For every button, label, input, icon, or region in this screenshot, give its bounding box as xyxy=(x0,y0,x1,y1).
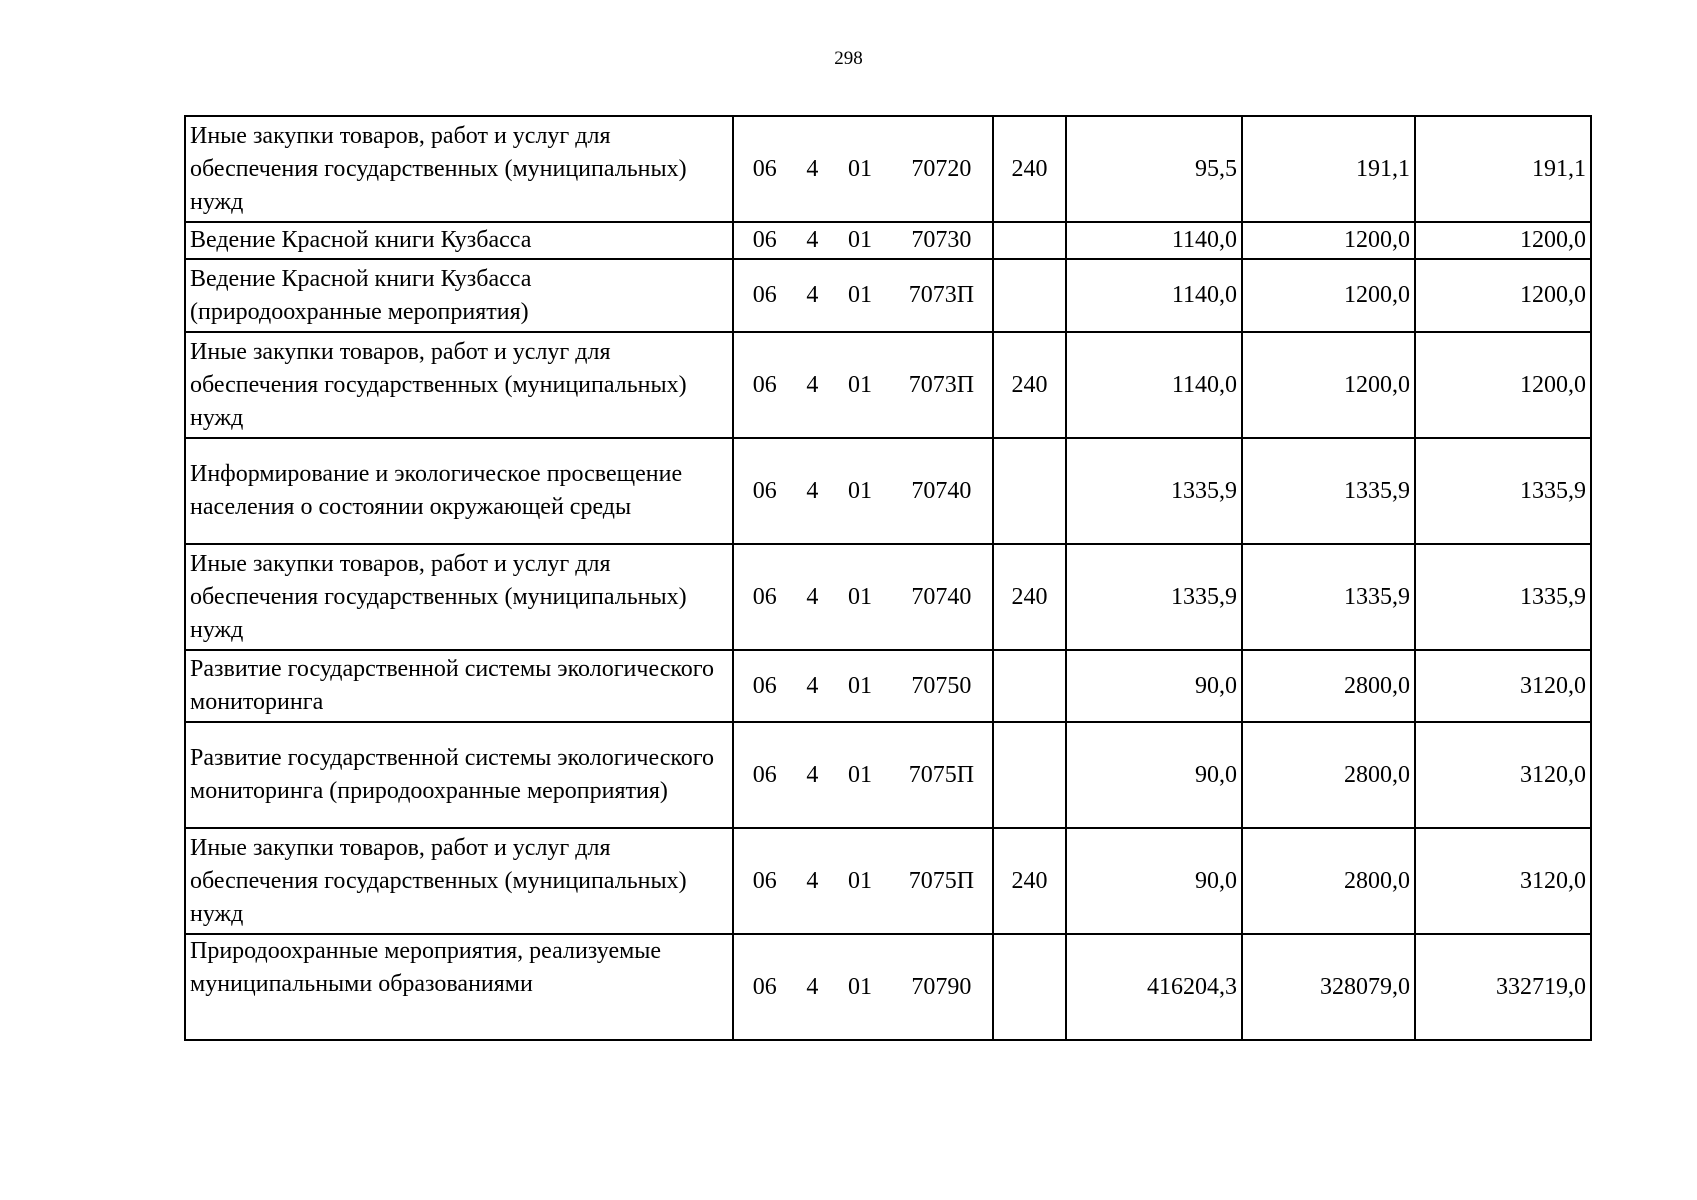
section-code: 06 xyxy=(752,672,777,699)
year2-value: 1200,0 xyxy=(1242,332,1415,438)
year2-value: 1335,9 xyxy=(1242,544,1415,650)
year1-value: 1335,9 xyxy=(1066,544,1242,650)
year2-value: 2800,0 xyxy=(1242,828,1415,934)
subprogram-code: 01 xyxy=(848,672,872,699)
year2-value: 1200,0 xyxy=(1242,222,1415,259)
subprogram-code: 01 xyxy=(848,477,872,504)
program-code: 4 xyxy=(806,282,819,308)
code-cell xyxy=(733,438,993,544)
section-code: 06 xyxy=(752,583,777,610)
row-name: Информирование и экологическое просвещение населения о состоянии окружающей среды xyxy=(185,438,733,544)
direction-code: 7075П xyxy=(908,761,975,788)
code-cell xyxy=(733,116,993,222)
year1-value: 1140,0 xyxy=(1066,332,1242,438)
year3-value: 1335,9 xyxy=(1415,544,1591,650)
code-cell xyxy=(733,332,993,438)
row-name: Иные закупки товаров, работ и услуг для обеспечения государственных (муниципальных) нужд xyxy=(185,828,733,934)
section-code: 06 xyxy=(752,155,777,182)
subprogram-code: 01 xyxy=(848,761,872,788)
direction-code: 70790 xyxy=(911,973,972,1000)
direction-code: 7075П xyxy=(908,867,975,894)
section-code: 06 xyxy=(752,477,777,504)
subprogram-code: 01 xyxy=(848,867,872,894)
expense-type: 240 xyxy=(993,828,1066,934)
year3-value: 1200,0 xyxy=(1415,259,1591,332)
year1-value: 90,0 xyxy=(1066,722,1242,828)
year1-value: 1140,0 xyxy=(1066,259,1242,332)
expense-type xyxy=(993,222,1066,259)
year2-value: 191,1 xyxy=(1242,116,1415,222)
row-name: Развитие государственной системы экологического мониторинга (природоохранные мероприятия) xyxy=(185,722,733,828)
direction-code: 70740 xyxy=(911,477,972,504)
row-name: Иные закупки товаров, работ и услуг для обеспечения государственных (муниципальных) нужд xyxy=(185,332,733,438)
year1-value: 1140,0 xyxy=(1066,222,1242,259)
table-row xyxy=(185,650,1591,722)
subprogram-code: 01 xyxy=(848,282,872,308)
direction-code: 7073П xyxy=(908,282,975,308)
year1-value: 1335,9 xyxy=(1066,438,1242,544)
page-number: 298 xyxy=(834,48,863,69)
expense-type xyxy=(993,722,1066,828)
row-name: Иные закупки товаров, работ и услуг для обеспечения государственных (муниципальных) нужд xyxy=(185,544,733,650)
row-name: Природоохранные мероприятия, реализуемые муниципальными образованиями xyxy=(185,934,733,1040)
year3-value: 3120,0 xyxy=(1415,722,1591,828)
direction-code: 70750 xyxy=(911,672,972,699)
year3-value: 332719,0 xyxy=(1415,934,1591,1040)
direction-code: 70720 xyxy=(911,155,972,182)
direction-code: 7073П xyxy=(908,371,975,398)
program-code: 4 xyxy=(806,371,819,398)
year1-value: 90,0 xyxy=(1066,828,1242,934)
year3-value: 1200,0 xyxy=(1415,332,1591,438)
table-row xyxy=(185,259,1591,332)
year2-value: 328079,0 xyxy=(1242,934,1415,1040)
year1-value: 95,5 xyxy=(1066,116,1242,222)
program-code: 4 xyxy=(806,583,819,610)
direction-code: 70730 xyxy=(911,227,972,253)
program-code: 4 xyxy=(806,672,819,699)
code-cell xyxy=(733,222,993,259)
program-code: 4 xyxy=(806,973,819,1000)
expense-type xyxy=(993,259,1066,332)
row-name: Ведение Красной книги Кузбасса (природоохранные мероприятия) xyxy=(185,259,733,332)
code-cell xyxy=(733,934,993,1040)
year1-value: 416204,3 xyxy=(1066,934,1242,1040)
program-code: 4 xyxy=(806,227,819,253)
expense-type xyxy=(993,438,1066,544)
section-code: 06 xyxy=(752,761,777,788)
subprogram-code: 01 xyxy=(848,155,872,182)
table-row xyxy=(185,828,1591,934)
section-code: 06 xyxy=(752,867,777,894)
year3-value: 1335,9 xyxy=(1415,438,1591,544)
year1-value: 90,0 xyxy=(1066,650,1242,722)
year2-value: 2800,0 xyxy=(1242,650,1415,722)
year2-value: 2800,0 xyxy=(1242,722,1415,828)
section-code: 06 xyxy=(752,371,777,398)
program-code: 4 xyxy=(806,477,819,504)
table-row xyxy=(185,116,1591,222)
year2-value: 1335,9 xyxy=(1242,438,1415,544)
expense-type xyxy=(993,650,1066,722)
code-cell xyxy=(733,259,993,332)
table-row xyxy=(185,438,1591,544)
year3-value: 3120,0 xyxy=(1415,650,1591,722)
table-row xyxy=(185,222,1591,259)
subprogram-code: 01 xyxy=(848,973,872,1000)
year2-value: 1200,0 xyxy=(1242,259,1415,332)
row-name: Ведение Красной книги Кузбасса xyxy=(185,222,733,259)
table-row xyxy=(185,332,1591,438)
subprogram-code: 01 xyxy=(848,227,872,253)
subprogram-code: 01 xyxy=(848,371,872,398)
program-code: 4 xyxy=(806,761,819,788)
table-body xyxy=(185,116,1591,1040)
year3-value: 3120,0 xyxy=(1415,828,1591,934)
row-name: Развитие государственной системы экологического мониторинга xyxy=(185,650,733,722)
table-row xyxy=(185,544,1591,650)
table-row xyxy=(185,934,1591,1040)
expense-type: 240 xyxy=(993,116,1066,222)
code-cell xyxy=(733,828,993,934)
expense-type: 240 xyxy=(993,332,1066,438)
program-code: 4 xyxy=(806,867,819,894)
expense-type: 240 xyxy=(993,544,1066,650)
code-cell xyxy=(733,544,993,650)
section-code: 06 xyxy=(752,227,777,253)
subprogram-code: 01 xyxy=(848,583,872,610)
table-row xyxy=(185,722,1591,828)
direction-code: 70740 xyxy=(911,583,972,610)
section-code: 06 xyxy=(752,973,777,1000)
year3-value: 191,1 xyxy=(1415,116,1591,222)
row-name: Иные закупки товаров, работ и услуг для обеспечения государственных (муниципальных) нужд xyxy=(185,116,733,222)
program-code: 4 xyxy=(806,155,819,182)
section-code: 06 xyxy=(752,282,777,308)
year3-value: 1200,0 xyxy=(1415,222,1591,259)
budget-table xyxy=(184,115,1592,1041)
expense-type xyxy=(993,934,1066,1040)
code-cell xyxy=(733,650,993,722)
code-cell xyxy=(733,722,993,828)
